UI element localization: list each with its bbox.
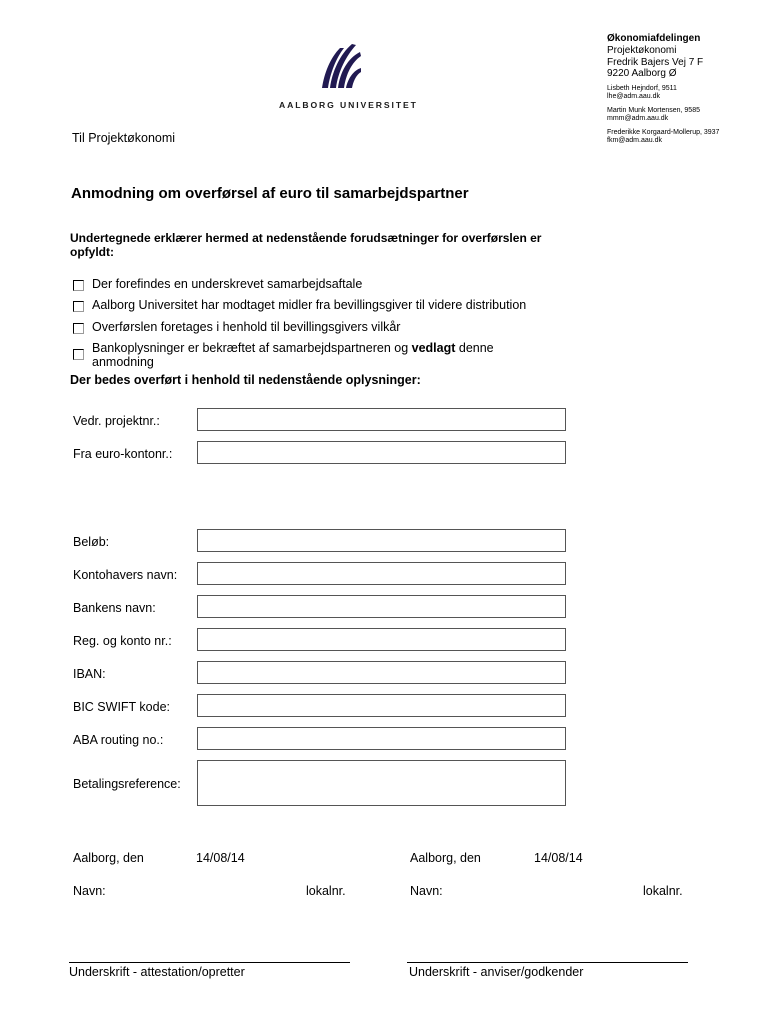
signature-date[interactable]: 14/08/14 [534, 851, 583, 865]
university-name: AALBORG UNIVERSITET [279, 100, 418, 110]
reg-account-input[interactable] [197, 628, 566, 651]
department-name: Økonomiafdelingen [607, 33, 701, 44]
checkbox[interactable] [73, 301, 84, 312]
euro-account-input[interactable] [197, 441, 566, 464]
name-label: Navn: [410, 884, 443, 898]
field-label-payment-reference: Betalingsreference: [73, 777, 181, 791]
street-address: Fredrik Bajers Vej 7 F [607, 56, 704, 68]
field-label-reg-account: Reg. og konto nr.: [73, 634, 172, 648]
field-label-project-no: Vedr. projektnr.: [73, 414, 160, 428]
contact-block [607, 33, 767, 146]
field-label-amount: Beløb: [73, 535, 110, 549]
extension-label: lokalnr. [306, 884, 346, 898]
field-label-account-holder: Kontohavers navn: [73, 568, 178, 582]
checkbox[interactable] [73, 323, 84, 334]
place-date-label: Aalborg, den [410, 851, 481, 865]
iban-input[interactable] [197, 661, 566, 684]
field-label-bic-swift: BIC SWIFT kode: [73, 700, 171, 714]
checklist-label: Overførslen foretages i henhold til bevillingsgivers vilkår [92, 320, 401, 334]
signature-line [407, 962, 688, 963]
signature-caption: Underskrift - anviser/godkender [409, 965, 584, 979]
project-no-input[interactable] [197, 408, 566, 431]
contact-person-email[interactable]: mmm@adm.aau.dk [607, 115, 669, 122]
recipient: Til Projektøkonomi [72, 131, 176, 145]
unit-name: Projektøkonomi [607, 45, 677, 56]
name-label: Navn: [73, 884, 106, 898]
page-title: Anmodning om overførsel af euro til samarbejdspartner [71, 185, 469, 202]
extension-label: lokalnr. [643, 884, 683, 898]
checklist-label: Der forefindes en underskrevet samarbejdsaftale [92, 277, 363, 291]
amount-input[interactable] [197, 529, 566, 552]
bank-name-input[interactable] [197, 595, 566, 618]
field-label-euro-account: Fra euro-kontonr.: [73, 447, 173, 461]
signature-date[interactable]: 14/08/14 [196, 851, 245, 865]
checklist-label [92, 341, 494, 369]
contact-person-email[interactable]: fkm@adm.aau.dk [607, 137, 662, 144]
checkbox[interactable] [73, 280, 84, 291]
checklist-label-part: Bankoplysninger er bekræftet af samarbejdspartneren og [92, 341, 412, 355]
account-holder-input[interactable] [197, 562, 566, 585]
checklist-label-part: denne [455, 341, 494, 355]
intro-text: Undertegnede erklærer hermed at nedenstående forudsætninger for overførslen er opfyldt: [70, 231, 542, 259]
contact-person-name: Martin Munk Mortensen, 9585 [607, 106, 700, 114]
field-label-bank-name: Bankens navn: [73, 601, 156, 615]
field-label-iban: IBAN: [73, 667, 106, 681]
signature-line [69, 962, 350, 963]
checklist-label-part: anmodning [92, 355, 154, 369]
aba-routing-input[interactable] [197, 727, 566, 750]
contact-person-email[interactable]: lhe@adm.aau.dk [607, 93, 661, 100]
instruction-text: Der bedes overført i henhold til nedenstående oplysninger: [70, 373, 421, 387]
checklist-label: Aalborg Universitet har modtaget midler fra bevillingsgiver til videre distribution [92, 298, 527, 312]
contact-person-name: Lisbeth Hejndorf, 9511 [607, 84, 677, 92]
checkbox[interactable] [73, 349, 84, 360]
contact-person-name: Frederikke Korgaard-Mollerup, 3937 [607, 128, 720, 136]
checklist-label-emphasis: vedlagt [411, 341, 456, 355]
bic-swift-input[interactable] [197, 694, 566, 717]
city-address: 9220 Aalborg Ø [607, 68, 677, 79]
place-date-label: Aalborg, den [73, 851, 144, 865]
field-label-aba-routing: ABA routing no.: [73, 733, 164, 747]
aau-logo-icon [318, 42, 362, 90]
signature-caption: Underskrift - attestation/opretter [69, 965, 245, 979]
payment-reference-input[interactable] [197, 760, 566, 806]
